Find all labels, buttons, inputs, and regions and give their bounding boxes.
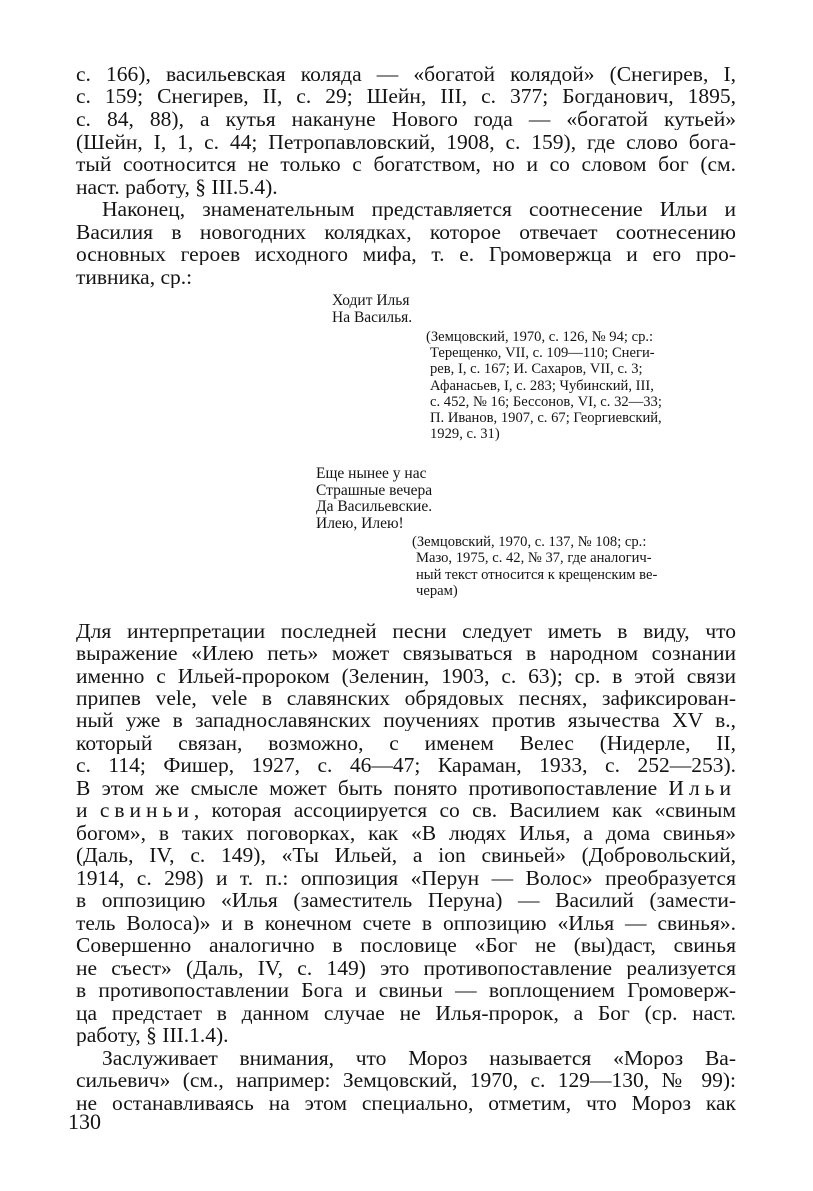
text-line: сильевич» (см., например: Земцовский, 1970, с. 129—130, № 99): [76, 1069, 736, 1091]
text-line: тель Волоса)» и в конечном счете в оппозицию «Илья — свинья». [76, 912, 736, 934]
source-line: (Земцовский, 1970, с. 126, № 94; ср.: [426, 329, 654, 345]
italic-word: бога- [688, 131, 736, 153]
poem-line: На Василья. [332, 309, 413, 326]
text-line: основных героев исходного мифа, т. е. Громовержца и его про- [76, 243, 736, 265]
text-line: с. 166), васильевская коляда — «богатой колядой» (Снегирев, I, [76, 63, 736, 85]
text-line: ца предстает в данном случае не Илья-пророк, а Бог (ср. наст. [76, 1002, 736, 1024]
poem-line: Ходит Илья [332, 292, 410, 309]
text-line: Заслуживает внимания, что Мороз называется «Мороз Ва- [102, 1047, 736, 1069]
source-line: (Земцовский, 1970, с. 137, № 108; ср.: [412, 534, 647, 550]
text-line: Василия в новогодних колядках, которое отвечает соотнесению [76, 221, 736, 243]
text-line: в противопоставлении Бога и свиньи — воплощением Громоверж- [76, 979, 736, 1001]
poem-line: Еще нынее у нас [316, 465, 427, 482]
italic-word: Велес [519, 732, 574, 754]
text-line: тивника, ср.: [76, 266, 193, 288]
page-number: 130 [68, 1109, 101, 1134]
italic-word: тый [76, 153, 112, 175]
source-line: Афанасьев, I, с. 283; Чубинский, III, [430, 378, 654, 394]
text-line: ный уже в западнославянских поучениях против язычества XV в., [76, 709, 736, 731]
source-line: с. 452, № 16; Бессонов, VI, с. 32—33; [430, 394, 662, 410]
spaced-word: Ильи [668, 777, 736, 799]
text-line: с. 84, 88), а кутья накануне Нового года — «богатой кутьей» [76, 108, 736, 130]
source-line: черам) [416, 583, 458, 599]
text-line: который связан, возможно, с именем Велес (Нидерле, II, [76, 732, 736, 754]
text-line: выражение «Илею петь» может связываться в народном сознании [76, 642, 736, 664]
source-line: Мазо, 1975, с. 42, № 37, где аналогич- [416, 550, 652, 566]
text-line: и свиньи, которая ассоциируется со св. Василием как «свиным [76, 799, 736, 821]
text-line: богом», в таких поговорках, как «В людях Илья, а дома свинья» [76, 822, 736, 844]
text-line: Совершенно аналогично в пословице «Бог не (вы)даст, свинья [76, 934, 736, 956]
text-line: тый соотносится не только с богатством, но и со словом бог (см. [76, 153, 736, 175]
text-line: припев vele, vele в славянских обрядовых песнях, зафиксирован- [76, 687, 736, 709]
text-line: 1914, с. 298) и т. п.: оппозиция «Перун — Волос» преобразуется [76, 867, 736, 889]
text-line: (Даль, IV, с. 149), «Ты Ильей, а ion свиньей» (Добровольский, [76, 844, 736, 866]
source-line: Терещенко, VII, с. 109—110; Снеги- [430, 345, 655, 361]
italic-word: богатством [373, 153, 476, 175]
text-line: Наконец, знаменательным представляется соотнесение Ильи и [102, 198, 736, 220]
text-line: не останавливаясь на этом специально, отметим, что Мороз как [76, 1092, 736, 1114]
text-line: Для интерпретации последней песни следует иметь в виду, что [76, 620, 736, 642]
source-line: ный текст относится к крещенским ве- [416, 567, 658, 583]
poem-line: Илею, Илею! [316, 515, 404, 532]
source-line: рев, I, с. 167; И. Сахаров, VII, с. 3; [430, 361, 643, 377]
text-line: именно с Ильей-пророком (Зеленин, 1903, с. 63); ср. в этой связи [76, 665, 736, 687]
source-line: 1929, с. 31) [430, 426, 500, 442]
poem-line: Страшные вечера [316, 482, 433, 499]
text-line: не съест» (Даль, IV, с. 149) это противопоставление реализуется [76, 957, 736, 979]
text-line: с. 114; Фишер, 1927, с. 46—47; Караман, 1933, с. 252—253). [76, 754, 736, 776]
text-line: работу, § III.1.4). [76, 1024, 229, 1046]
italic-word: бог [658, 153, 689, 175]
source-line: П. Иванов, 1907, с. 67; Георгиевский, [430, 410, 662, 426]
text-line: (Шейн, I, 1, с. 44; Петропавловский, 1908, с. 159), где слово бога- [76, 131, 736, 153]
poem-line: Да Васильевские. [316, 498, 433, 515]
text-line: наст. работу, § III.5.4). [76, 176, 278, 198]
text-line: в оппозицию «Илья (заместитель Перуна) — Василий (замести- [76, 889, 736, 911]
text-line: В этом же смысле может быть понято противопоставление Ильи [76, 777, 736, 799]
text-line: с. 159; Снегирев, II, с. 29; Шейн, III, с. 377; Богданович, 1895, [76, 85, 736, 107]
spaced-word: свиньи [99, 799, 194, 821]
